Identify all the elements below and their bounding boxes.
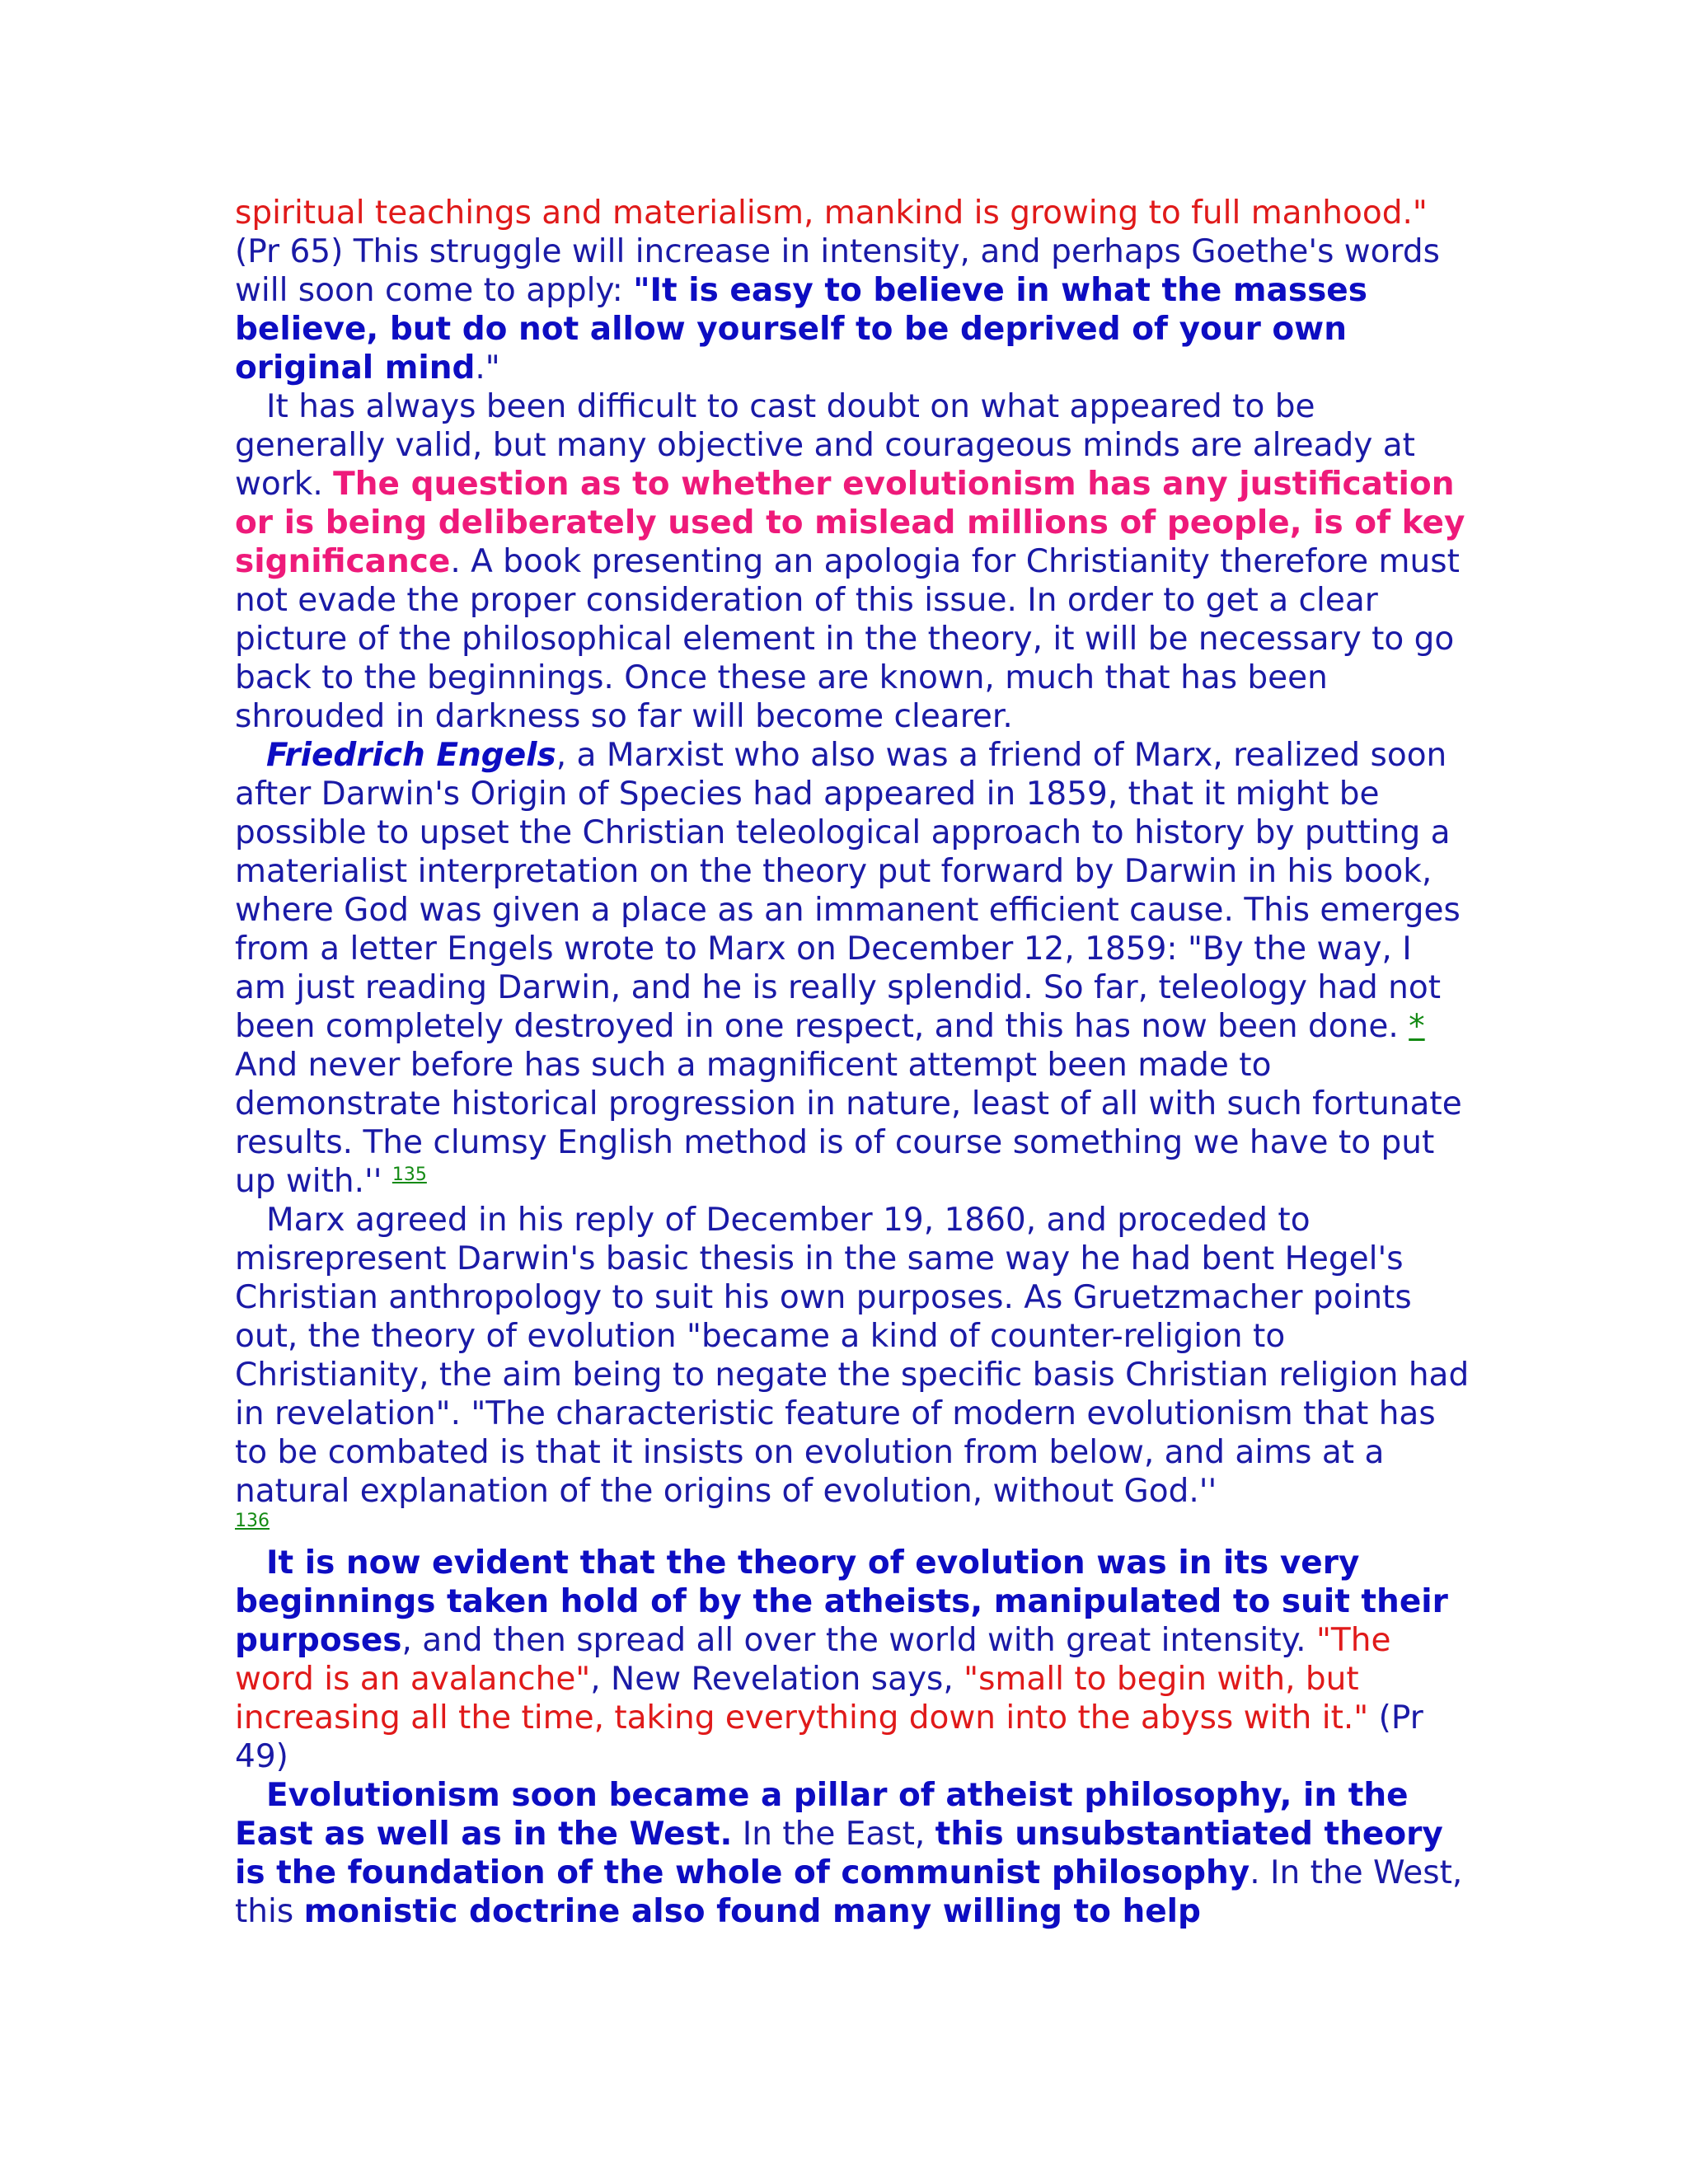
footnote-link-135[interactable]: 135 [392,1165,427,1185]
paragraph-5 [235,1544,1471,1776]
paragraph-text: Marx agreed in his reply of December 19, 1860, and proceded to misrepresent Darwin's basic thesis in the same way he had bent Hegel's Christian anthropology to suit his own purposes. As Gruetzmacher points out, the theory of evolution "became a kind of counter-religion to Christianity, the aim being to negate the specific basis Christian religion had in revelation". "The characteristic feature of modern evolutionism that has to be combated is that it insists on evolution from below, and aims at a natural explanation of the origins of evolution, without God.'' [235,1202,1470,1510]
paragraph-text: . A book presenting an apologia for Christianity therefore must not evade the proper consideration of this issue. In order to get a clear picture of the philosophical element in the theory, it will be necessary to go back to the beginnings. Once these are known, much that has been shrouded in darkness so far will become clearer. [235,543,1460,735]
paragraph-text: (Pr 49) [235,1699,1423,1775]
emphasis-text: Evolutionism soon became a pillar of atheist philosophy, in the East as well as in the West. [235,1777,1409,1853]
paragraph-1 [235,194,1471,387]
paragraph-3 [235,736,1471,1201]
paragraph-text: , New Revelation says, [590,1661,964,1698]
quote-new-revelation: "The word is an avalanche" [235,1622,1391,1698]
paragraph-text: ." [475,349,500,387]
footnote-star-link[interactable]: * [1409,1008,1425,1045]
paragraph-text: , a Marxist who also was a friend of Marx, realized soon after Darwin's Origin of Species had appeared in 1859, that it might be possible to upset the Christian teleological approach to history by putting a materialist interpretation on the theory put forward by Darwin in his book, where God was given a place as an immanent efficient cause. This emerges from a letter Engels wrote to Marx on December 12, 1859: "By the way, I am just reading Darwin, and he is really splendid. So far, teleology had not been completely destroyed in one respect, and this has now been done. [235,737,1461,1045]
emphasis-text: monistic doctrine also found many willing to help [303,1893,1201,1930]
paragraph-text: And never before has such a magnificent attempt been made to demonstrate historical progression in nature, least of all with such fortunate results. The clumsy English method is of course something we have to put up with.'' [235,1047,1462,1200]
paragraph-text: It has always been difficult to cast doubt on what appeared to be generally valid, but many objective and courageous minds are already at work. [235,388,1415,503]
paragraph-text: In the East, [732,1816,935,1853]
paragraph-4 [235,1201,1471,1511]
footnote-link-136[interactable]: 136 [235,1511,270,1531]
emphasis-text: this unsubstantiated theory is the foundation of the whole of communist philosophy [235,1816,1443,1891]
person-name-engels: Friedrich Engels [266,737,556,774]
key-question-highlight: The question as to whether evolutionism has any justification or is being deliberately used to mislead millions of people, is of key significance [235,466,1465,580]
paragraph-text: (Pr 65) This struggle will increase in intensity, and perhaps Goethe's words will soon come to apply: [235,233,1440,309]
document-page [235,194,1471,1931]
paragraph-2 [235,387,1471,736]
emphasis-text: It is now evident that the theory of evolution was in its very beginnings taken hold of by the atheists, manipulated to suit their purposes [235,1544,1448,1659]
paragraph-6 [235,1776,1471,1931]
paragraph-text: , and then spread all over the world with great intensity. [401,1622,1316,1659]
quote-new-revelation: spiritual teachings and materialism, mankind is growing to full manhood." [235,194,1428,232]
paragraph-text: . In the West, this [235,1854,1463,1930]
goethe-quote: "It is easy to believe in what the masses believe, but do not allow yourself to be deprived of your own original mind [235,272,1367,387]
quote-new-revelation: "small to begin with, but increasing all the time, taking everything down into the abyss with it." [235,1661,1369,1736]
